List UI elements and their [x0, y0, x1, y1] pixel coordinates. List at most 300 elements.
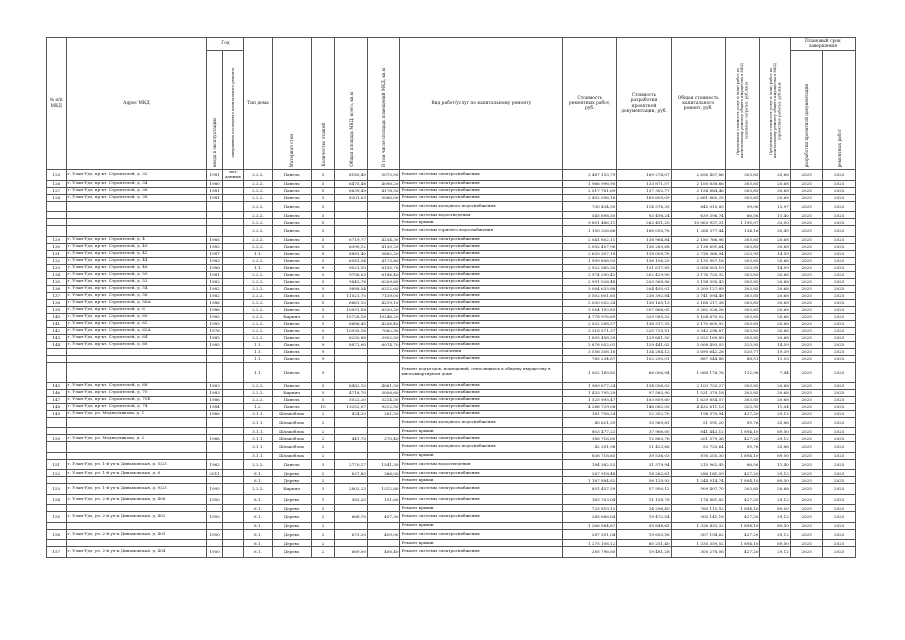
capital-repair-table-page — [46, 37, 856, 558]
cell-house-type: 2.2.2. — [244, 219, 272, 226]
cell-house-type: 2.2.2. — [244, 226, 272, 237]
cell-plan-design: 2025 — [790, 403, 823, 410]
cell-work-type: Ремонт системы электроснабжения — [400, 313, 563, 320]
cell-number: 155 — [47, 512, 67, 523]
cell-cost-repair: 181 758,24 — [563, 410, 617, 417]
cell-year-repair — [222, 264, 244, 271]
cell-plan-works: 2025 — [823, 236, 856, 243]
cell-house-type: 6.1. — [244, 529, 272, 540]
table-row — [47, 212, 856, 219]
cell-cost-design: 133 871,57 — [617, 180, 671, 187]
cell-plan-works: 2025 — [823, 264, 856, 271]
cell-cost-repair: 785 234,87 — [563, 355, 617, 362]
cell-number: 144 — [47, 341, 67, 348]
cell-year-built — [207, 442, 222, 453]
cell-work-type: Ремонт подъездов, помещений, относящихся к общему имуществу в многоквартирном доме — [400, 362, 563, 382]
cell-address — [66, 219, 207, 226]
table-row — [47, 306, 856, 313]
cell-cost-total: 2 135 907,18 — [671, 257, 725, 264]
cell-plan-works: 2025 — [823, 327, 856, 334]
cell-max-cost-2: 20,68 — [760, 292, 790, 299]
table-row — [47, 410, 856, 417]
cell-max-cost-2: 14,59 — [760, 264, 790, 271]
cell-wall-material: Панель — [272, 285, 311, 292]
cell-cost-total: 1 531 379,18 — [671, 389, 725, 396]
cell-max-cost-2: 20,68 — [760, 278, 790, 285]
cell-cost-total: 876 255,30 — [671, 452, 725, 459]
table-row — [47, 194, 856, 201]
cell-floors: 5 — [311, 313, 335, 320]
cell-floors: 2 — [311, 428, 335, 435]
cell-work-type: Ремонт системы электроснабжения — [400, 320, 563, 327]
cell-max-cost-1: 303,85 — [725, 271, 760, 278]
cell-owned-area: 3214,30 — [367, 396, 400, 403]
cell-max-cost-2: 7,44 — [760, 362, 790, 382]
cell-house-type: 2.2.2. — [244, 389, 272, 396]
cell-total-area: 9888,54 — [335, 285, 368, 292]
cell-year-built — [207, 477, 222, 484]
col-year-repair-header: завершения последнего капитального ремонта — [222, 51, 244, 170]
cell-address — [66, 442, 207, 453]
cell-plan-design: 2025 — [790, 334, 823, 341]
table-row — [47, 505, 856, 512]
cell-wall-material: Панель — [272, 271, 311, 278]
cell-year-built: 1983 — [207, 389, 222, 396]
cell-total-area: 10051,58 — [335, 306, 368, 313]
cell-cost-total: 3 008 493,03 — [671, 341, 725, 348]
cell-max-cost-1: 303,85 — [725, 180, 760, 187]
cell-number: 137 — [47, 292, 67, 299]
cell-year-built: 1976 — [207, 327, 222, 334]
cell-address: г. Улан-Удэ, пр-кт. Строителей, д. 4 — [66, 236, 207, 243]
cell-address: г. Улан-Удэ, пр-кт. Строителей, д. 44 — [66, 257, 207, 264]
cell-max-cost-2: 20,68 — [760, 396, 790, 403]
cell-plan-works: 2025 — [823, 396, 856, 403]
cell-max-cost-2: 25,86 — [760, 417, 790, 428]
cell-max-cost-1: 88,51 — [725, 355, 760, 362]
cell-cost-design: 225 725,51 — [617, 327, 671, 334]
cell-cost-total: 639 396,74 — [671, 212, 725, 219]
cell-address: г. Улан-Удэ, пр-кт. Строителей, д. 66 — [66, 341, 207, 348]
cell-max-cost-1: 303,85 — [725, 278, 760, 285]
cell-total-area: 13252,07 — [335, 403, 368, 410]
cell-floors: 5 — [311, 396, 335, 403]
cell-work-type: Ремонт системы электроснабжения — [400, 529, 563, 540]
cell-max-cost-1: 303,85 — [725, 484, 760, 495]
cell-total-area: 6390,12 — [335, 243, 368, 250]
table-row — [47, 320, 856, 327]
cell-cost-total: 307 194,62 — [671, 529, 725, 540]
cell-address: г. Улан-Удэ, ул. 1-й уч-к Динамовская, д. 5/23 — [66, 459, 207, 470]
cell-owned-area — [367, 212, 400, 219]
cell-total-area: 627,85 — [335, 470, 368, 477]
cell-address: г. Улан-Удэ, пр-кт. Строителей, д. 6 — [66, 306, 207, 313]
cell-year-repair — [222, 285, 244, 292]
table-row — [47, 522, 856, 529]
cell-max-cost-1: 112,96 — [725, 362, 760, 382]
cell-address — [66, 348, 207, 355]
cell-year-repair — [222, 410, 244, 417]
cell-cost-design: 118 009,76 — [617, 250, 671, 257]
cell-owned-area — [367, 442, 400, 453]
cell-year-built: 1950 — [207, 494, 222, 505]
cell-floors: 5 — [311, 243, 335, 250]
cell-floors: 5 — [311, 389, 335, 396]
cell-year-repair — [222, 477, 244, 484]
cell-cost-total: 909 407,70 — [671, 484, 725, 495]
col-max-cost-1-header: Предельная стоимость услуг и (или) работ по капитальному ремонту общего имущества в МКД (удельные затраты), руб./кв.м — [725, 38, 760, 170]
cell-cost-design: 203 568,96 — [617, 278, 671, 285]
cell-owned-area: 6209,60 — [367, 278, 400, 285]
cell-floors: 5 — [311, 226, 335, 237]
cell-address: г. Улан-Удэ, пр-кт. Строителей, д. 52 — [66, 278, 207, 285]
cell-floors: 9 — [311, 348, 335, 355]
cell-house-type: 3.1.1. — [244, 410, 272, 417]
cell-cost-repair: 4 778 976,69 — [563, 313, 617, 320]
cell-cost-repair: 1 525 995,47 — [563, 396, 617, 403]
table-row — [47, 477, 856, 484]
cell-max-cost-1: 427,20 — [725, 470, 760, 477]
cell-plan-design: 2025 — [790, 250, 823, 257]
cell-plan-design: 2025 — [790, 271, 823, 278]
cell-year-repair — [222, 226, 244, 237]
table-row — [47, 187, 856, 194]
cell-cost-design: 169 609,09 — [617, 194, 671, 201]
cell-cost-design: 39 536,03 — [617, 452, 671, 459]
cell-cost-repair: 1 266 584,67 — [563, 522, 617, 529]
cell-owned-area: 3056,60 — [367, 389, 400, 396]
table-row — [47, 271, 856, 278]
cell-owned-area: 1512,80 — [367, 484, 400, 495]
cell-plan-design: 2025 — [790, 348, 823, 355]
cell-owned-area: 6330,20 — [367, 306, 400, 313]
cell-plan-works: 2025 — [823, 285, 856, 292]
cell-cost-design: 97 583,90 — [617, 389, 671, 396]
cell-year-repair — [222, 219, 244, 226]
table-row — [47, 547, 856, 558]
cell-wall-material: Кирпич — [272, 313, 311, 320]
cell-number — [47, 442, 67, 453]
table-row — [47, 236, 856, 243]
cell-year-repair — [222, 320, 244, 327]
cell-owned-area: 409,00 — [367, 529, 400, 540]
cell-cost-design: 12 352,70 — [617, 410, 671, 417]
cell-number: 151 — [47, 459, 67, 470]
cell-house-type: 2.2.2. — [244, 194, 272, 201]
cell-cost-design: 57 950,12 — [617, 484, 671, 495]
cell-house-type: 1.1. — [244, 264, 272, 271]
cell-cost-repair: 2 492 096,16 — [563, 194, 617, 201]
cell-plan-design: 2025 — [790, 435, 823, 442]
cell-cost-repair: 285 668,64 — [563, 512, 617, 523]
cell-owned-area — [367, 428, 400, 435]
cell-year-built: 1962 — [207, 459, 222, 470]
cell-house-type: 2.2.2. — [244, 320, 272, 327]
cell-wall-material: Панель — [272, 320, 311, 327]
table-row — [47, 250, 856, 257]
capital-repair-table — [46, 37, 856, 558]
cell-owned-area: 261,50 — [367, 410, 400, 417]
cell-max-cost-2: 13,97 — [760, 201, 790, 212]
cell-plan-works: 2025 — [823, 442, 856, 453]
cell-work-type: Ремонт системы электроснабжения — [400, 278, 563, 285]
cell-owned-area: 5075,50 — [367, 170, 400, 181]
cell-address: г. Улан-Удэ, пр-кт. Строителей, д. 32 — [66, 170, 207, 181]
cell-number: 128 — [47, 194, 67, 201]
cell-owned-area — [367, 226, 400, 237]
cell-work-type: Ремонт системы электроснабжения — [400, 494, 563, 505]
cell-owned-area: 3902,50 — [367, 334, 400, 341]
cell-house-type: 2.2.2. — [244, 327, 272, 334]
cell-total-area — [335, 226, 368, 237]
cell-plan-works: 2025 — [823, 250, 856, 257]
cell-floors: 2 — [311, 435, 335, 442]
cell-work-type: Ремонт системы холодного водоснабжения — [400, 417, 563, 428]
cell-plan-design: 2025 — [790, 452, 823, 459]
cell-house-type: 2.2.2. — [244, 285, 272, 292]
cell-plan-works: 2025 — [823, 382, 856, 389]
table-row — [47, 201, 856, 212]
cell-cost-repair: 42 301,98 — [563, 442, 617, 453]
cell-work-type: Ремонт системы холодного водоснабжения — [400, 201, 563, 212]
cell-max-cost-2: 11,40 — [760, 459, 790, 470]
cell-plan-works: 2025 — [823, 180, 856, 187]
cell-cost-design: 66 006,94 — [617, 362, 671, 382]
cell-max-cost-1: 303,85 — [725, 313, 760, 320]
cell-owned-area: 1541,30 — [367, 459, 400, 470]
cell-work-type: Ремонт системы электроснабжения — [400, 236, 563, 243]
cell-owned-area — [367, 362, 400, 382]
cell-cost-repair: 2 041 802,11 — [563, 236, 617, 243]
cell-house-type: 2.2.2. — [244, 180, 272, 187]
cell-max-cost-2: 20,68 — [760, 306, 790, 313]
cell-plan-design: 2025 — [790, 529, 823, 540]
cell-max-cost-1: 303,85 — [725, 389, 760, 396]
cell-cost-design: 11 158,78 — [617, 494, 671, 505]
cell-address: г. Улан-Удэ, пр-кт. Строителей, д. 36 — [66, 187, 207, 194]
cell-year-repair — [222, 306, 244, 313]
cell-cost-repair: 287 591,04 — [563, 529, 617, 540]
cell-cost-repair: 2 002 407,96 — [563, 243, 617, 250]
cell-work-type: Ремонт системы электроснабжения — [400, 243, 563, 250]
cell-wall-material: Панель — [272, 382, 311, 389]
cell-house-type: 2.2.2. — [244, 278, 272, 285]
cell-number: 148 — [47, 403, 67, 410]
cell-plan-works: 2025 — [823, 362, 856, 382]
cell-year-repair — [222, 212, 244, 219]
cell-address: г. Улан-Удэ, пр-кт. Строителей, д. 56 — [66, 292, 207, 299]
cell-cost-total: 5 104 670,02 — [671, 313, 725, 320]
col-cost-total-header: Общая стоимость капитального ремонт, руб. — [671, 38, 725, 170]
cell-floors: 5 — [311, 306, 335, 313]
cell-cost-repair: 2 991 026,48 — [563, 278, 617, 285]
cell-max-cost-1: 303,85 — [725, 257, 760, 264]
cell-wall-material: Дерево — [272, 512, 311, 523]
cell-plan-works: 2025 — [823, 505, 856, 512]
cell-address: г. Улан-Удэ, пр-кт. Строителей, д. 38 — [66, 194, 207, 201]
table-row — [47, 452, 856, 459]
cell-cost-repair: 1 100 326,66 — [563, 226, 617, 237]
cell-floors: 9 — [311, 264, 335, 271]
cell-year-repair — [222, 187, 244, 194]
cell-year-built: 1981 — [207, 194, 222, 201]
cell-plan-works: 2025 — [823, 292, 856, 299]
cell-year-built — [207, 505, 222, 512]
cell-cost-repair: 2 017 781,69 — [563, 187, 617, 194]
cell-floors: 5 — [311, 201, 335, 212]
cell-cost-design: 146 082,05 — [617, 403, 671, 410]
cell-cost-repair: 836 718,65 — [563, 452, 617, 459]
cell-cost-total: 305 141,18 — [671, 512, 725, 523]
cell-floors: 5 — [311, 236, 335, 243]
cell-max-cost-2: 20,68 — [760, 257, 790, 264]
cell-cost-design: 114 576,35 — [617, 201, 671, 212]
cell-wall-material: Панель — [272, 257, 311, 264]
cell-number: 130 — [47, 243, 67, 250]
cell-cost-design: 56 129,93 — [617, 477, 671, 484]
cell-plan-design: 2025 — [790, 396, 823, 403]
cell-max-cost-2: 89,50 — [760, 505, 790, 512]
cell-address — [66, 540, 207, 547]
cell-plan-works: 2025 — [823, 428, 856, 435]
cell-max-cost-2: 20,68 — [760, 320, 790, 327]
cell-total-area: 2770,17 — [335, 459, 368, 470]
cell-number: 138 — [47, 299, 67, 306]
cell-wall-material: Панель — [272, 226, 311, 237]
cell-max-cost-1: 303,85 — [725, 382, 760, 389]
cell-work-type: Ремонт системы электроснабжения — [400, 306, 563, 313]
cell-max-cost-1: 1 894,10 — [725, 505, 760, 512]
col-cost-repair-header: Стоимость ремонтных работ, руб. — [563, 38, 617, 170]
cell-cost-design: 11 423,66 — [617, 442, 671, 453]
cell-max-cost-1: 323,95 — [725, 403, 760, 410]
cell-max-cost-2: 32,00 — [760, 219, 790, 226]
cell-year-repair — [222, 278, 244, 285]
cell-wall-material: Панель — [272, 327, 311, 334]
cell-cost-total: 3 209 127,89 — [671, 285, 725, 292]
cell-cost-design: 207 868,05 — [617, 306, 671, 313]
col-plan-group-header: Плановый срок завершения — [790, 38, 855, 51]
cell-total-area — [335, 212, 368, 219]
cell-floors: 2 — [311, 547, 335, 558]
cell-year-built: 1980 — [207, 180, 222, 187]
cell-max-cost-1: 1 894,10 — [725, 522, 760, 529]
cell-house-type: 1.1. — [244, 250, 272, 257]
cell-plan-design: 2025 — [790, 285, 823, 292]
cell-address — [66, 522, 207, 529]
table-row — [47, 417, 856, 428]
cell-floors: 5 — [311, 271, 335, 278]
table-row — [47, 362, 856, 382]
cell-year-built: 1982 — [207, 278, 222, 285]
cell-plan-works: 2025 — [823, 212, 856, 219]
cell-cost-design: 136 283,68 — [617, 243, 671, 250]
cell-total-area — [335, 477, 368, 484]
cell-cost-total: 194 570,94 — [671, 410, 725, 417]
cell-cost-design: 202 429,90 — [617, 271, 671, 278]
table-row — [47, 219, 856, 226]
cell-max-cost-1: 323,95 — [725, 264, 760, 271]
cell-year-built — [207, 212, 222, 219]
cell-address: г. Улан-Удэ, ул. 1-й уч-к Динамовская, д. 6 — [66, 470, 207, 477]
cell-max-cost-2: 89,50 — [760, 452, 790, 459]
cell-max-cost-2: 20,68 — [760, 389, 790, 396]
cell-house-type: 3.1.1. — [244, 442, 272, 453]
cell-cost-repair: 3 316 571,37 — [563, 327, 617, 334]
cell-work-type: Ремонт системы электроснабжения — [400, 285, 563, 292]
cell-cost-design: 138 165,13 — [617, 299, 671, 306]
cell-plan-design: 2025 — [790, 170, 823, 181]
table-row — [47, 470, 856, 477]
cell-cost-design: 138 964,84 — [617, 236, 671, 243]
cell-plan-works: 2025 — [823, 355, 856, 362]
cell-cost-total: 3 741 094,48 — [671, 292, 725, 299]
cell-house-type: 2.2.2. — [244, 334, 272, 341]
cell-address — [66, 201, 207, 212]
cell-year-repair — [222, 292, 244, 299]
cell-owned-area — [367, 219, 400, 226]
cell-year-built — [207, 428, 222, 435]
cell-cost-design: 59 848,65 — [617, 522, 671, 529]
cell-year-repair — [222, 522, 244, 529]
cell-total-area — [335, 505, 368, 512]
cell-number: 140 — [47, 313, 67, 320]
cell-total-area: 9021,10 — [335, 264, 368, 271]
cell-owned-area: 366,00 — [367, 470, 400, 477]
cell-house-type: 6.1. — [244, 522, 272, 529]
cell-cost-repair: 2 030 052,24 — [563, 299, 617, 306]
cell-house-type: 1.1. — [244, 341, 272, 348]
cell-number: 154 — [47, 494, 67, 505]
cell-cost-total: 3 176 720,32 — [671, 271, 725, 278]
cell-year-built: 1985 — [207, 320, 222, 327]
cell-wall-material: Шлакоблок — [272, 428, 311, 435]
cell-max-cost-2: 29,12 — [760, 494, 790, 505]
cell-year-built: 1982 — [207, 292, 222, 299]
cell-max-cost-2: 20,68 — [760, 170, 790, 181]
cell-max-cost-2: 20,68 — [760, 382, 790, 389]
cell-number: 127 — [47, 187, 67, 194]
cell-year-repair — [222, 348, 244, 355]
cell-number: 139 — [47, 306, 67, 313]
cell-cost-total: 1 244 014,74 — [671, 477, 725, 484]
cell-wall-material: Панель — [272, 170, 311, 181]
table-row — [47, 313, 856, 320]
table-row — [47, 278, 856, 285]
cell-floors: 2 — [311, 512, 335, 523]
cell-wall-material: Панель — [272, 292, 311, 299]
cell-number: 143 — [47, 334, 67, 341]
cell-house-type: 2.2.2. — [244, 484, 272, 495]
table-row — [47, 341, 856, 348]
cell-owned-area — [367, 477, 400, 484]
cell-year-repair — [222, 452, 244, 459]
cell-address: г. Улан-Удэ, ул. 2-й уч-к Динамовская, д. 403 — [66, 529, 207, 540]
cell-total-area: 669,00 — [335, 547, 368, 558]
cell-max-cost-1: 66,56 — [725, 212, 760, 219]
cell-wall-material: Дерево — [272, 540, 311, 547]
cell-floors: 2 — [311, 452, 335, 459]
cell-plan-works: 2025 — [823, 529, 856, 540]
cell-plan-design: 2025 — [790, 313, 823, 320]
cell-cost-total: 53 725,64 — [671, 442, 725, 453]
cell-owned-area: 7139,00 — [367, 292, 400, 299]
cell-owned-area: 5882,20 — [367, 250, 400, 257]
cell-floors: 5 — [311, 285, 335, 292]
cell-max-cost-2: 20,68 — [760, 334, 790, 341]
cell-cost-repair: 3 556 358,16 — [563, 348, 617, 355]
cell-total-area — [335, 362, 368, 382]
